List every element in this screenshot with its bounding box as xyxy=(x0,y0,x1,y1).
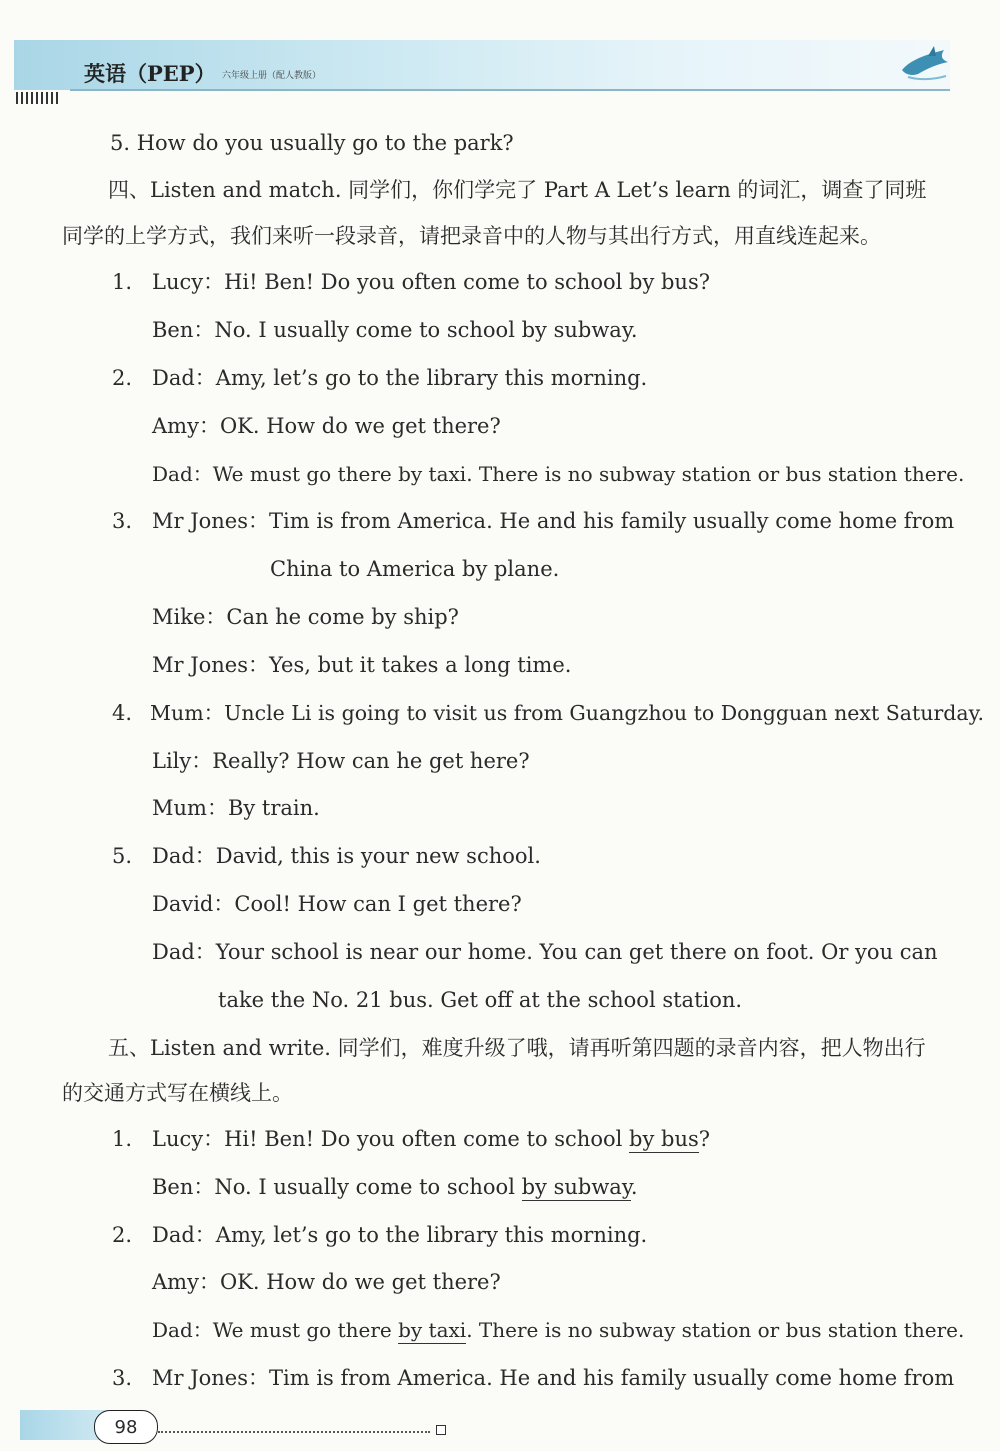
footer-square-icon xyxy=(436,1425,446,1435)
s5-dialog-line-6: Mr Jones：Tim is from America. He and his family usually come home from xyxy=(152,1366,955,1390)
section-5-intro-line2: 的交通方式写在横线上。 xyxy=(62,1081,293,1105)
s4-dialog-line: Dad：Amy, let’s go to the library this morning. xyxy=(152,366,648,390)
s5-line-num-2: 2. xyxy=(112,1223,133,1247)
s4-dialog-line: Ben：No. I usually come to school by subway. xyxy=(152,318,638,342)
section-4-intro-line2: 同学的上学方式，我们来听一段录音，请把录音中的人物与其出行方式，用直线连起来。 xyxy=(62,224,881,248)
s4-dialog-line: Mr Jones：Tim is from America. He and his family usually come home from xyxy=(152,509,955,533)
s4-line-num-3: 3. xyxy=(112,509,133,533)
s4-dialog-line: Dad：David, this is your new school. xyxy=(152,844,541,868)
s5-dialog-line-2: Ben：No. I usually come to school by subway. xyxy=(152,1175,638,1199)
s4-dialog-line: Dad：We must go there by taxi. There is no subway station or bus station there. xyxy=(152,462,965,486)
s4-dialog-line: Dad：Your school is near our home. You can get there on foot. Or you can xyxy=(152,940,938,964)
answer-blank: by subway xyxy=(521,1175,631,1199)
s4-line-num-1: 1. xyxy=(112,270,133,294)
s4-dialog-line: Lucy：Hi! Ben! Do you often come to school by bus? xyxy=(152,270,710,294)
s5-dialog-line-3: Dad：Amy, let’s go to the library this morning. xyxy=(152,1223,648,1247)
s4-line-num-5: 5. xyxy=(112,844,133,868)
header-rule xyxy=(70,89,950,91)
s5-dialog-line-5: Dad：We must go there by taxi. There is no subway station or bus station there. xyxy=(152,1318,965,1342)
question-5-park: 5. How do you usually go to the park? xyxy=(110,131,514,155)
s4-dialog-line: Amy：OK. How do we get there? xyxy=(152,414,501,438)
book-subtitle: 六年级上册（配人教版） xyxy=(222,71,322,81)
s4-line-num-2: 2. xyxy=(112,366,133,390)
header-tick-strip xyxy=(16,92,60,104)
section-4-intro-line1: 四、Listen and match. 同学们，你们学完了 Part A Let’s learn 的词汇，调查了同班 xyxy=(108,178,927,202)
section-5-intro-line1: 五、Listen and write. 同学们，难度升级了哦，请再听第四题的录音内容，把人物出行 xyxy=(108,1036,926,1060)
footer-dotted-rule xyxy=(158,1431,430,1433)
answer-blank: by bus xyxy=(629,1127,699,1151)
s4-dialog-line: China to America by plane. xyxy=(270,557,560,581)
s5-dialog-line-4: Amy：OK. How do we get there? xyxy=(152,1270,501,1294)
s4-dialog-line: Mike：Can he come by ship? xyxy=(152,605,459,629)
page-number: 98 xyxy=(94,1410,158,1444)
dolphin-logo-icon xyxy=(898,44,954,84)
s4-dialog-line: Mum：Uncle Li is going to visit us from Guangzhou to Dongguan next Saturday. xyxy=(150,701,984,725)
answer-blank: by taxi xyxy=(398,1318,467,1342)
s5-line-num-1: 1. xyxy=(112,1127,133,1151)
s4-dialog-line: Lily：Really? How can he get here? xyxy=(152,749,530,773)
s4-dialog-line: Mr Jones：Yes, but it takes a long time. xyxy=(152,653,572,677)
s4-dialog-line: take the No. 21 bus. Get off at the school station. xyxy=(218,988,743,1012)
book-title: 英语（PEP） xyxy=(84,61,216,86)
s4-line-num-4: 4. xyxy=(112,701,133,725)
s5-dialog-line-1: Lucy：Hi! Ben! Do you often come to school by bus? xyxy=(152,1127,711,1151)
s4-dialog-line: David：Cool! How can I get there? xyxy=(152,892,522,916)
s5-line-num-3: 3. xyxy=(112,1366,133,1390)
s4-dialog-line: Mum：By train. xyxy=(152,796,320,820)
